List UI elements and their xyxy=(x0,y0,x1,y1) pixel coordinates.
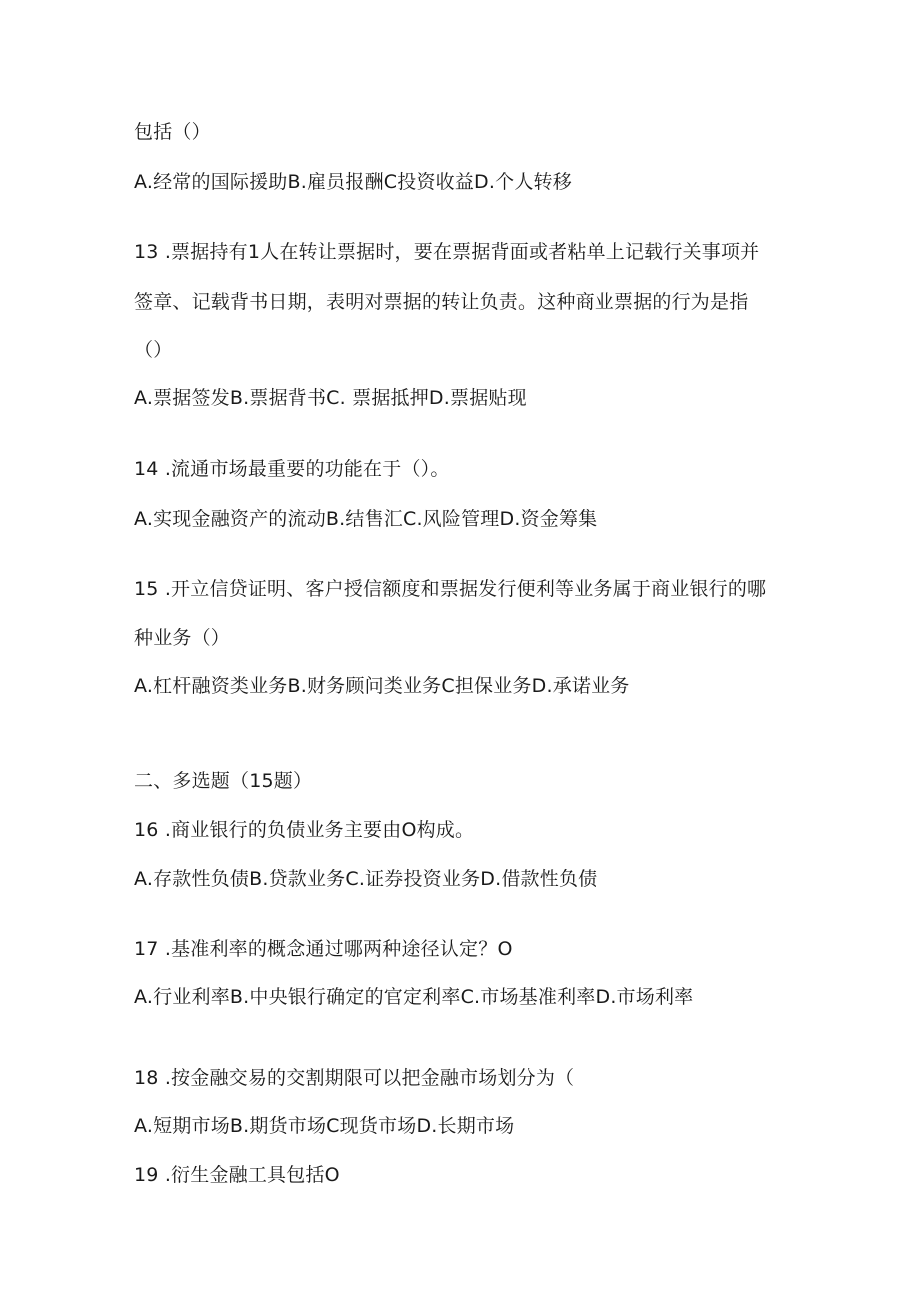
answer-options: A.短期市场B.期货市场C现货市场D.长期市场 xyxy=(134,1115,515,1137)
text-line: 包括（） xyxy=(134,121,211,143)
question-19: 19 .衍生金融工具包括O xyxy=(134,1164,340,1186)
question-16: 16 .商业银行的负债业务主要由O构成。 xyxy=(134,819,475,841)
question-15: 15 .开立信贷证明、客户授信额度和票据发行便利等业务属于商业银行的哪 xyxy=(134,578,767,600)
answer-options: A.实现金融资产的流动B.结售汇C.风险管理D.资金筹集 xyxy=(134,508,598,530)
text-line: （） xyxy=(134,339,173,361)
answer-options: A.经常的国际援助B.雇员报酬C投资收益D.个人转移 xyxy=(134,171,572,193)
text-line: 种业务（） xyxy=(134,627,231,649)
question-17: 17 .基准利率的概念通过哪两种途径认定？O xyxy=(134,938,513,960)
text-line: 签章、记载背书日期，表明对票据的转让负责。这种商业票据的行为是指 xyxy=(134,291,749,313)
question-13: 13 .票据持有1人在转让票据时，要在票据背面或者粘单上记载行关事项并 xyxy=(134,241,760,263)
answer-options: A.杠杆融资类业务B.财务顾问类业务C担保业务D.承诺业务 xyxy=(134,675,630,697)
section-heading: 二、多选题（15题） xyxy=(134,770,313,792)
question-14: 14 .流通市场最重要的功能在于（）。 xyxy=(134,458,450,480)
answer-options: A.行业利率B.中央银行确定的官定利率C.市场基准利率D.市场利率 xyxy=(134,986,694,1008)
answer-options: A.票据签发B.票据背书C. 票据抵押D.票据贴现 xyxy=(134,387,527,409)
question-18: 18 .按金融交易的交割期限可以把金融市场划分为（ xyxy=(134,1067,575,1089)
answer-options: A.存款性负债B.贷款业务C.证券投资业务D.借款性负债 xyxy=(134,868,598,890)
